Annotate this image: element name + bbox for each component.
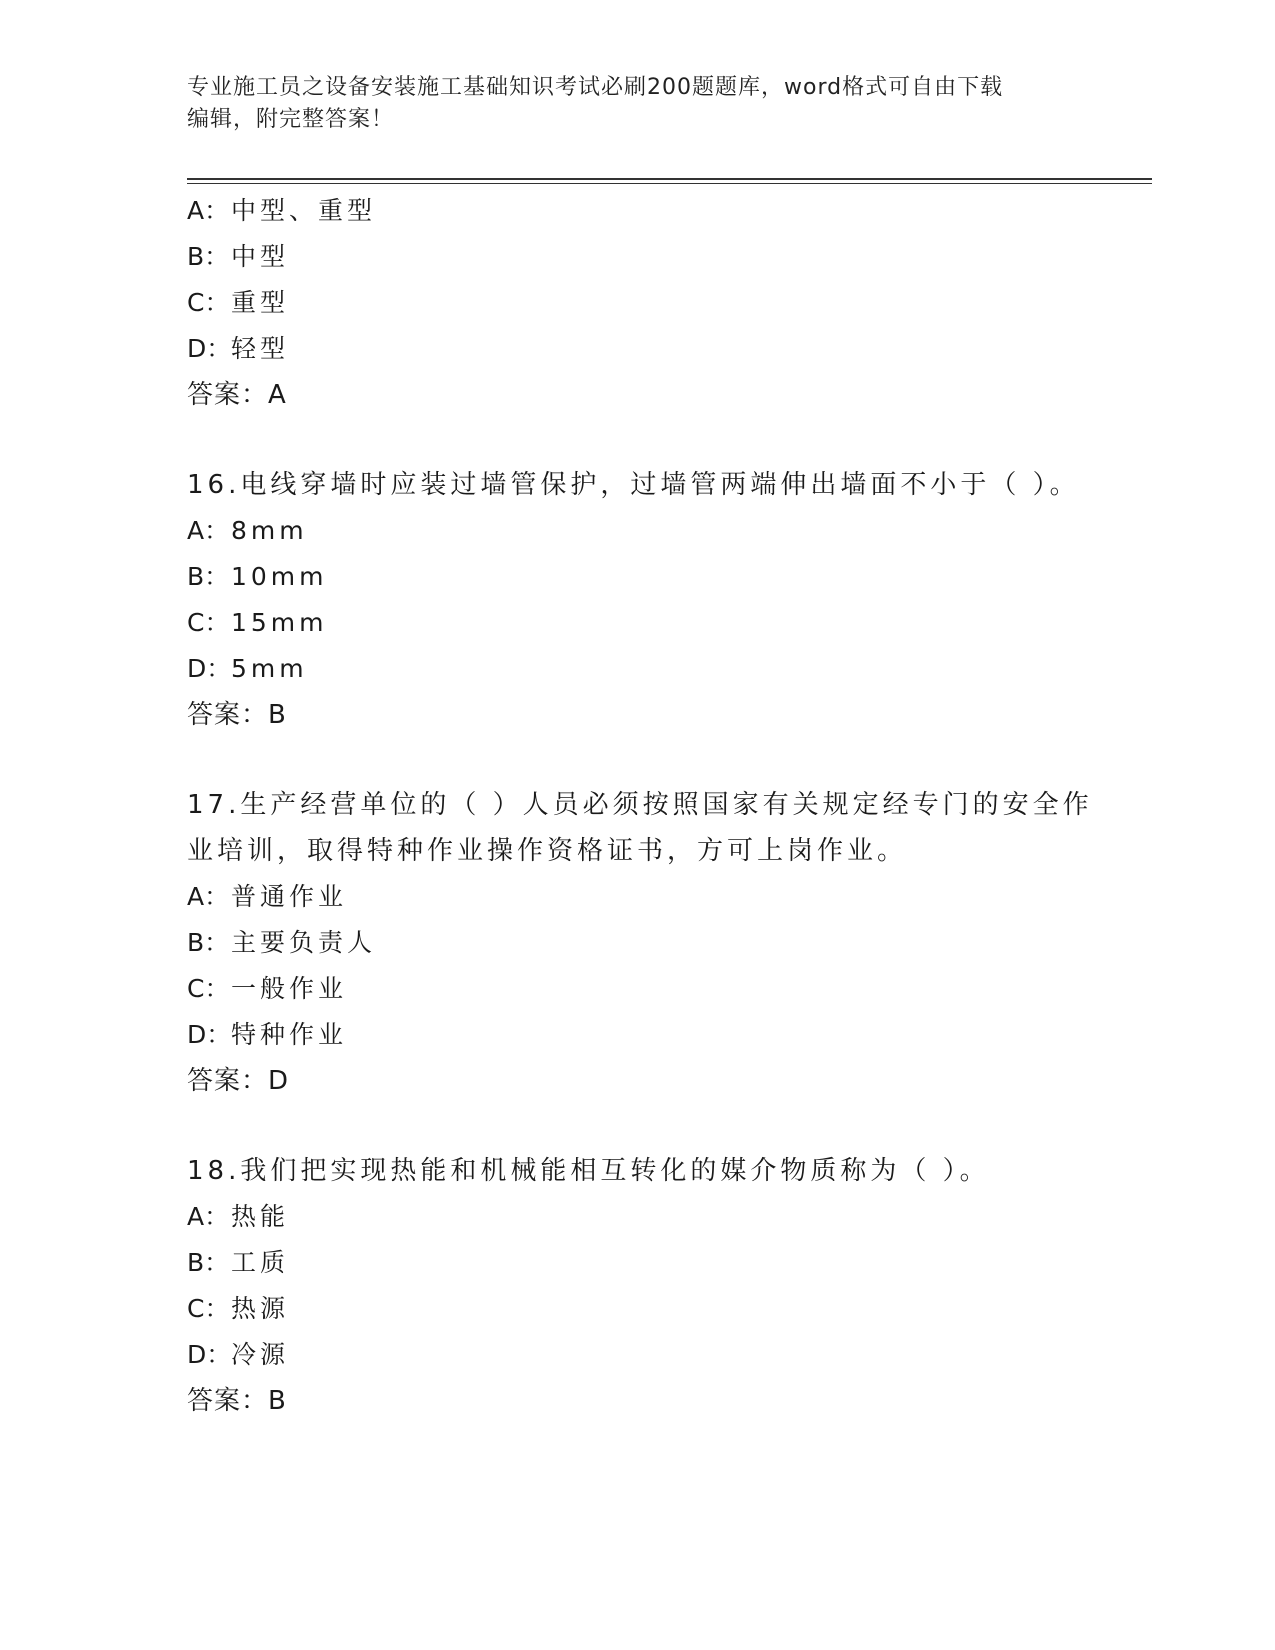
header-divider-thin — [187, 183, 1152, 184]
header-line-1: 专业施工员之设备安装施工基础知识考试必刷200题题库，word格式可自由下载 — [187, 75, 1004, 100]
answer-line: 答案：B — [187, 1386, 287, 1416]
question-stem: 18.我们把实现热能和机械能相互转化的媒介物质称为（ ）。 — [187, 1156, 990, 1186]
option-a: A：中型、重型 — [187, 196, 377, 225]
option-b: B：主要负责人 — [187, 928, 377, 957]
question-stem: 16.电线穿墙时应装过墙管保护，过墙管两端伸出墙面不小于（ ）。 — [187, 470, 1080, 500]
option-d: D：5mm — [187, 654, 308, 683]
option-c: C：重型 — [187, 288, 290, 317]
option-a: A：普通作业 — [187, 882, 348, 911]
question-stem: 17.生产经营单位的（ ）人员必须按照国家有关规定经专门的安全作 业培训，取得特种作业操作资格证书，方可上岗作业。 — [187, 790, 1093, 866]
header-line-2: 编辑，附完整答案！ — [187, 107, 395, 132]
option-b: B：10mm — [187, 562, 328, 591]
document-header — [187, 72, 1087, 136]
option-c: C：15mm — [187, 608, 328, 637]
option-d: D：特种作业 — [187, 1020, 348, 1049]
header-divider-thick — [187, 178, 1152, 180]
question-list — [187, 188, 1093, 1468]
option-c: C：一般作业 — [187, 974, 348, 1003]
question-block-18 — [187, 1148, 1087, 1424]
option-b: B：中型 — [187, 242, 290, 271]
option-d: D：轻型 — [187, 334, 290, 363]
answer-line: 答案：D — [187, 1066, 290, 1096]
option-d: D：冷源 — [187, 1340, 290, 1369]
option-c: C：热源 — [187, 1294, 290, 1323]
answer-line: 答案：A — [187, 380, 287, 410]
option-b: B：工质 — [187, 1248, 290, 1277]
question-block-17 — [187, 782, 1093, 1104]
question-block-carryover — [187, 188, 1087, 418]
answer-line: 答案：B — [187, 700, 287, 730]
option-a: A：8mm — [187, 516, 308, 545]
option-a: A：热能 — [187, 1202, 290, 1231]
question-block-16 — [187, 462, 1087, 738]
